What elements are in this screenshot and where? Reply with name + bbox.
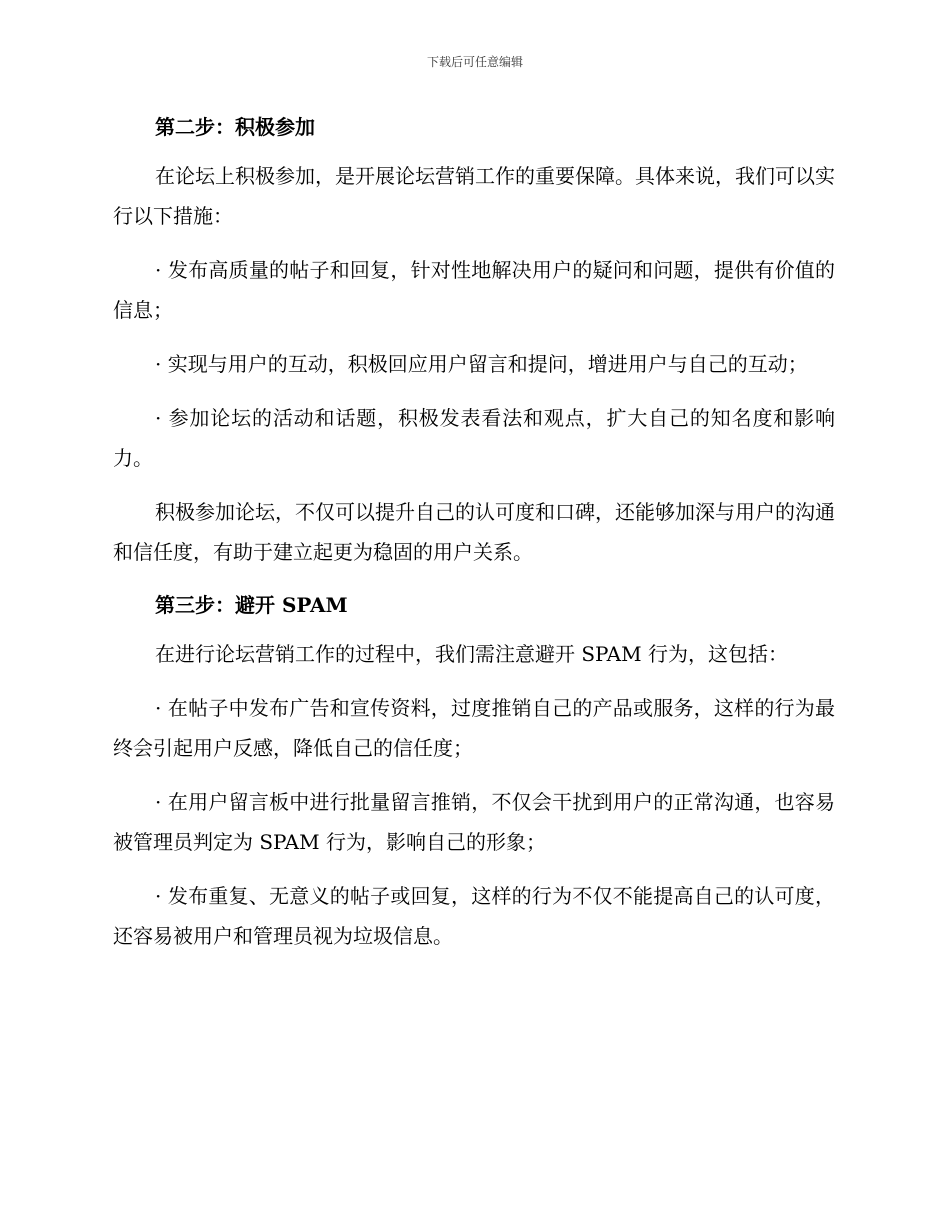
section-heading-step-three: 第三步：避开 SPAM [155, 593, 348, 617]
bullet-item: · 参加论坛的活动和话题，积极发表看法和观点，扩大自己的知名度和影响力。 [113, 406, 835, 470]
paragraph-intro: 在进行论坛营销工作的过程中，我们需注意避开 SPAM 行为，这包括： [155, 642, 788, 666]
bullet-item: · 在用户留言板中进行批量留言推销，不仅会干扰到用户的正常沟通，也容易被管理员判定为 SPAM 行为，影响自己的形象； [113, 790, 835, 854]
section-heading-step-two: 第二步：积极参加 [155, 115, 315, 139]
document-body [113, 108, 835, 970]
paragraph-summary: 积极参加论坛，不仅可以提升自己的认可度和口碑，还能够加深与用户的沟通和信任度，有助于建立起更为稳固的用户关系。 [113, 500, 835, 564]
bullet-item: · 实现与用户的互动，积极回应用户留言和提问，增进用户与自己的互动； [155, 352, 808, 376]
paragraph-intro: 在论坛上积极参加，是开展论坛营销工作的重要保障。具体来说，我们可以实行以下措施： [113, 164, 835, 228]
bullet-item: · 发布高质量的帖子和回复，针对性地解决用户的疑问和问题，提供有价值的信息； [113, 258, 835, 322]
page-header: 下载后可任意编辑 [426, 55, 523, 69]
bullet-item: · 在帖子中发布广告和宣传资料，过度推销自己的产品或服务，这样的行为最终会引起用户反感，降低自己的信任度； [113, 696, 835, 760]
bullet-item: · 发布重复、无意义的帖子或回复，这样的行为不仅不能提高自己的认可度，还容易被用户和管理员视为垃圾信息。 [113, 884, 835, 948]
